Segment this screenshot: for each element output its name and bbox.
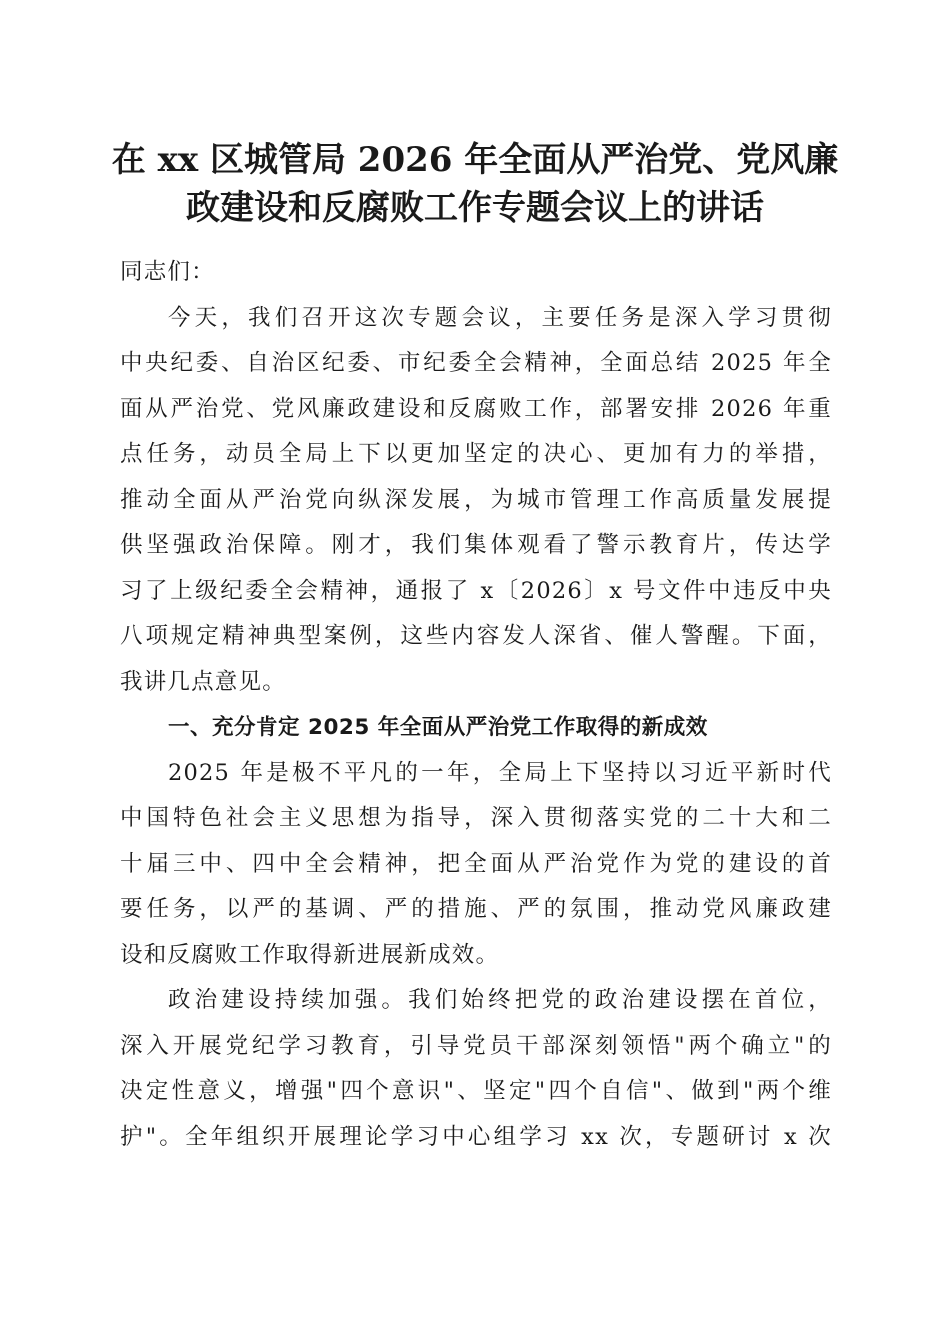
paragraph-line: 2025 年是极不平凡的一年，全局上下坚持以习近平新时代 xyxy=(168,759,832,786)
paragraph-line: 面从严治党、党风廉政建设和反腐败工作，部署安排 2026 年重 xyxy=(120,395,832,422)
paragraph-line: 要任务，以严的基调、严的措施、严的氛围，推动党风廉政建 xyxy=(120,896,832,922)
paragraph-line: 今天，我们召开这次专题会议，主要任务是深入学习贯彻 xyxy=(168,304,832,331)
paragraph-line: 护"。全年组织开展理论学习中心组学习 xx 次，专题研讨 x 次 xyxy=(120,1123,832,1150)
paragraph-line: 决定性意义，增强"四个意识"、坚定"四个自信"、做到"两个维 xyxy=(120,1078,832,1104)
title-line-1: 在 xx 区城管局 2026 年全面从严治党、党风廉 xyxy=(111,140,839,180)
paragraph-line: 设和反腐败工作取得新进展新成效。 xyxy=(120,941,500,968)
document-title xyxy=(100,136,850,232)
section-heading: 一、充分肯定 2025 年全面从严治党工作取得的新成效 xyxy=(168,715,708,740)
paragraph-line: 供坚强政治保障。刚才，我们集体观看了警示教育片，传达学 xyxy=(120,532,832,558)
document-body xyxy=(120,250,832,1160)
paragraph-line: 习了上级纪委全会精神，通报了 x〔2026〕x 号文件中违反中央 xyxy=(120,577,832,604)
paragraph-line: 八项规定精神典型案例，这些内容发人深省、催人警醒。下面， xyxy=(120,623,832,649)
paragraph-line: 十届三中、四中全会精神，把全面从严治党作为党的建设的首 xyxy=(120,850,832,877)
paragraph-line: 我讲几点意见。 xyxy=(120,668,286,695)
paragraph-line: 点任务，动员全局上下以更加坚定的决心、更加有力的举措， xyxy=(120,441,832,467)
paragraph-line: 中国特色社会主义思想为指导，深入贯彻落实党的二十大和二 xyxy=(120,805,832,831)
salutation: 同志们： xyxy=(120,259,215,285)
paragraph-line: 深入开展党纪学习教育，引导党员干部深刻领悟"两个确立"的 xyxy=(120,1032,832,1059)
paragraph-line: 推动全面从严治党向纵深发展，为城市管理工作高质量发展提 xyxy=(120,486,832,513)
title-line-2: 政建设和反腐败工作专题会议上的讲话 xyxy=(186,188,764,228)
paragraph-line: 政治建设持续加强。我们始终把党的政治建设摆在首位， xyxy=(168,987,832,1013)
paragraph-line: 中央纪委、自治区纪委、市纪委全会精神，全面总结 2025 年全 xyxy=(120,350,832,376)
